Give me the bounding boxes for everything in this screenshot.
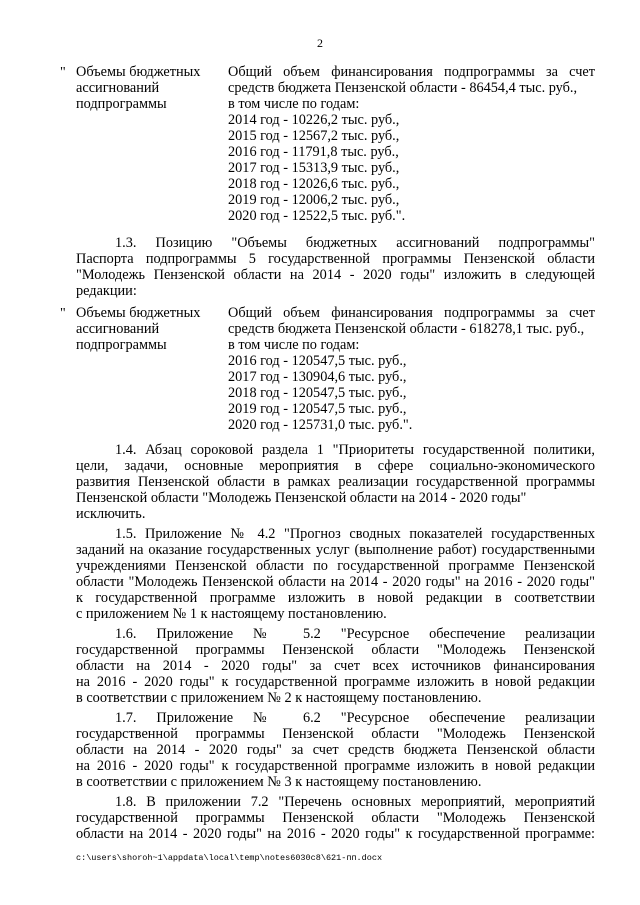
paragraph-line: редакции: [76, 283, 137, 299]
quote-mark: " [60, 65, 66, 80]
year-line: 2020 год - 12522,5 тыс. руб.". [228, 208, 406, 224]
intro-line: средств бюджета Пензенской области - 618278,1 тыс. руб., [228, 321, 585, 337]
year-line: 2016 год - 120547,5 тыс. руб., [228, 353, 407, 369]
paragraph-line: государственной программы Пензенской области "Молодежь Пензенской [76, 811, 595, 826]
year-line: 2016 год - 11791,8 тыс. руб., [228, 144, 399, 160]
paragraph-line: 1.7. Приложение № 6.2 "Ресурсное обеспечение реализации [115, 711, 595, 726]
paragraph-line: заданий на оказание государственных услуг (выполнение работ) государственными [76, 543, 595, 558]
paragraph-line: области на 2014 - 2020 годы" за счет средств бюджета Пензенской области [76, 743, 595, 758]
footer-file-path: c:\users\shoroh~1\appdata\local\temp\notes6030c8\621-пп.docx [76, 853, 383, 863]
paragraph-line: к государственной программе изложить в новой редакции в соответствии [76, 591, 595, 606]
paragraph-line: 1.8. В приложении 7.2 "Перечень основных мероприятий, мероприятий [115, 795, 595, 810]
paragraph-line: "Молодежь Пензенской области на 2014 - 2020 годы" изложить в следующей [76, 268, 595, 283]
year-line: 2019 год - 120547,5 тыс. руб., [228, 401, 407, 417]
label-line: подпрограммы [76, 337, 167, 353]
label-line: подпрограммы [76, 96, 167, 112]
year-line: 2015 год - 12567,2 тыс. руб., [228, 128, 400, 144]
paragraph-line: исключить. [76, 506, 146, 522]
paragraph-line: 1.4. Абзац сороковой раздела 1 "Приоритеты государственной политики, [115, 443, 595, 458]
year-line: 2017 год - 130904,6 тыс. руб., [228, 369, 407, 385]
intro-line: средств бюджета Пензенской области - 86454,4 тыс. руб., [228, 80, 578, 96]
paragraph-line: 1.3. Позицию "Объемы бюджетных ассигнований подпрограммы" [115, 236, 595, 251]
paragraph-line: развития Пензенской области в рамках реализации государственной программы [76, 475, 595, 490]
paragraph-line: области на 2014 - 2020 годы" за счет всех источников финансирования [76, 659, 595, 674]
paragraph-line: области "Молодежь Пензенской области на 2014 - 2020 годы" на 2016 - 2020 годы" [76, 575, 595, 590]
paragraph-line: в соответствии с приложением № 2 к настоящему постановлению. [76, 690, 482, 706]
year-line: 2014 год - 10226,2 тыс. руб., [228, 112, 400, 128]
intro-line: Общий объем финансирования подпрограммы за счет [228, 306, 595, 321]
label-line: ассигнований [76, 321, 160, 337]
year-line: 2017 год - 15313,9 тыс. руб., [228, 160, 400, 176]
label-line: Объемы бюджетных [76, 64, 201, 80]
quote-mark: " [60, 306, 66, 321]
label-line: Объемы бюджетных [76, 305, 201, 321]
paragraph-line: Пензенской области "Молодежь Пензенской области на 2014 - 2020 годы" [76, 490, 527, 506]
page-number: 2 [317, 36, 323, 50]
paragraph-line: Паспорта подпрограммы 5 государственной программы Пензенской области [76, 252, 595, 267]
intro-line: в том числе по годам: [228, 96, 360, 112]
intro-line: в том числе по годам: [228, 337, 360, 353]
year-line: 2018 год - 12026,6 тыс. руб., [228, 176, 400, 192]
paragraph-line: на 2016 - 2020 годы" к государственной программе изложить в новой редакции [76, 675, 595, 690]
year-line: 2020 год - 125731,0 тыс. руб.". [228, 417, 413, 433]
paragraph-line: с приложением № 1 к настоящему постановлению. [76, 606, 387, 622]
paragraph-line: государственной программы Пензенской области "Молодежь Пензенской [76, 643, 595, 658]
label-line: ассигнований [76, 80, 160, 96]
paragraph-line: в соответствии с приложением № 3 к настоящему постановлению. [76, 774, 482, 790]
year-line: 2018 год - 120547,5 тыс. руб., [228, 385, 407, 401]
paragraph-line: 1.6. Приложение № 5.2 "Ресурсное обеспечение реализации [115, 627, 595, 642]
paragraph-line: цели, задачи, основные мероприятия в сфере социально-экономического [76, 459, 595, 474]
paragraph-line: на 2016 - 2020 годы" к государственной программе изложить в новой редакции [76, 759, 595, 774]
paragraph-line: области на 2014 - 2020 годы" на 2016 - 2020 годы" к государственной программе: [76, 827, 595, 842]
paragraph-line: государственной программы Пензенской области "Молодежь Пензенской [76, 727, 595, 742]
intro-line: Общий объем финансирования подпрограммы за счет [228, 65, 595, 80]
paragraph-line: 1.5. Приложение № 4.2 "Прогноз сводных показателей государственных [115, 527, 595, 542]
paragraph-line: учреждениями Пензенской области по государственной программе Пензенской [76, 559, 595, 574]
year-line: 2019 год - 12006,2 тыс. руб., [228, 192, 400, 208]
